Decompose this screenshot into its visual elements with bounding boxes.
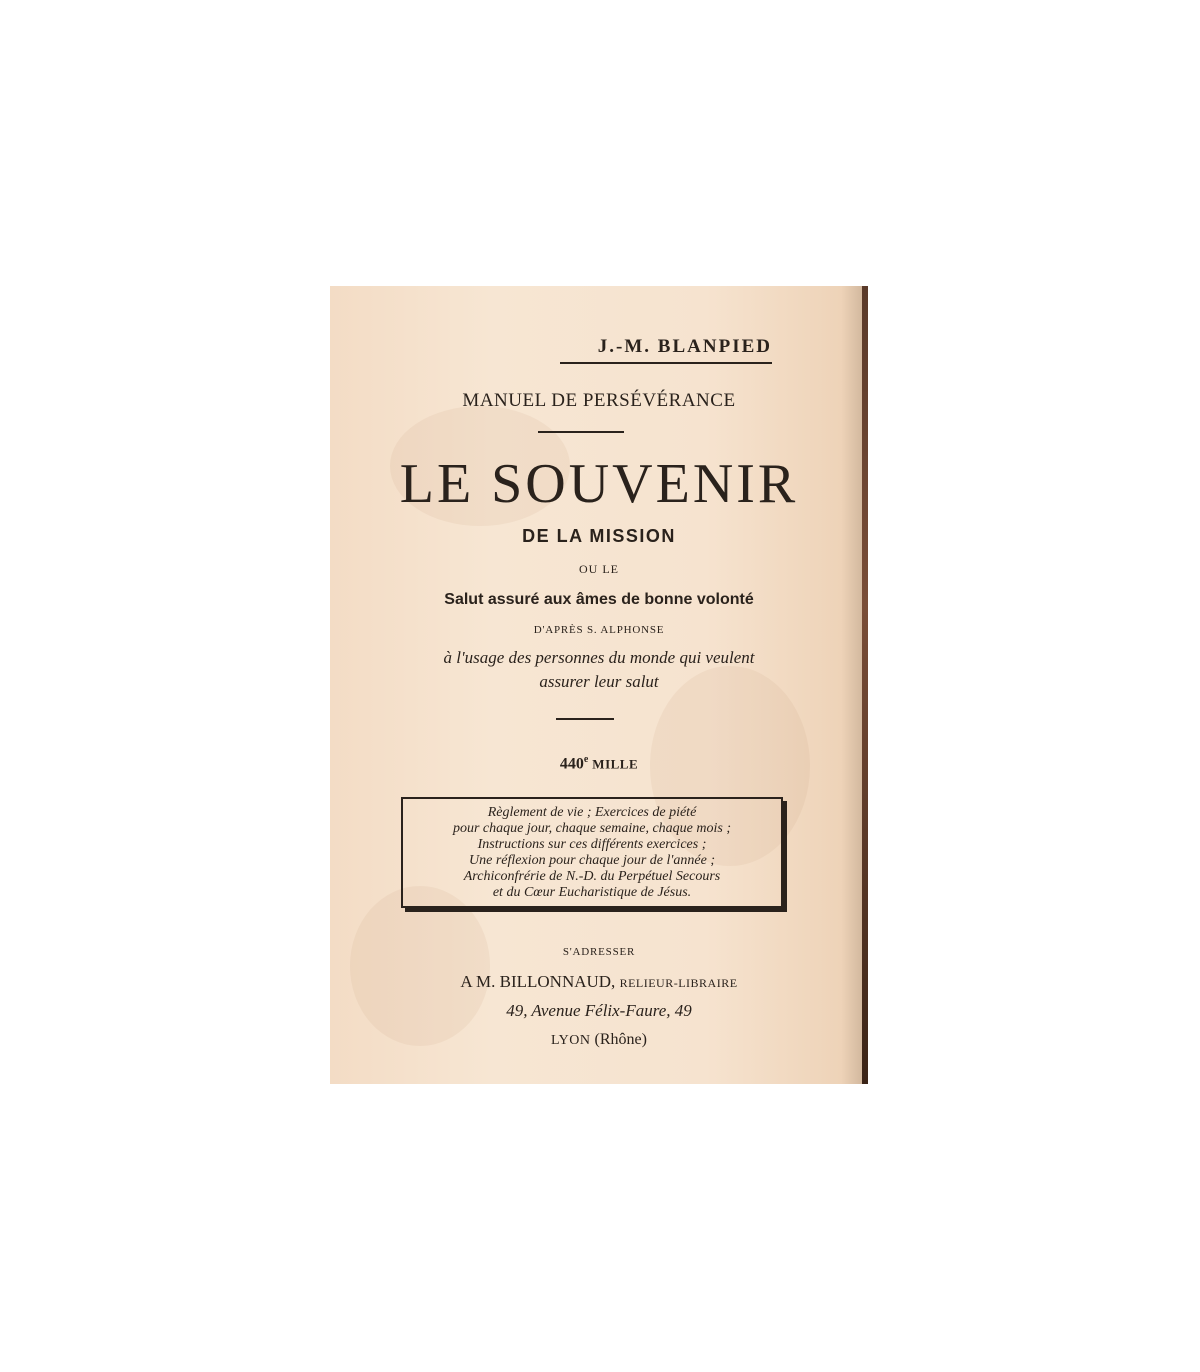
paper-stain <box>350 886 490 1046</box>
contents-line: Instructions sur ces différents exercices ; <box>477 837 707 852</box>
divider <box>538 431 624 433</box>
edition-statement <box>330 754 868 773</box>
audience-line-1: à l'usage des personnes du monde qui veulent <box>443 648 755 667</box>
audience-line-2: assurer leur salut <box>539 672 659 691</box>
contents-line: Archiconfrérie de N.-D. du Perpétuel Secours <box>463 869 721 884</box>
author-name: J.-M. BLANPIED <box>597 336 772 357</box>
contents-line: pour chaque jour, chaque semaine, chaque mois ; <box>452 821 731 836</box>
edition-superscript: e <box>583 754 589 765</box>
conjunction: OU LE <box>579 562 619 576</box>
series-title: MANUEL DE PERSÉVÉRANCE <box>462 390 736 411</box>
contact-label: S'ADRESSER <box>562 946 636 958</box>
publisher-address: 49, Avenue Félix-Faure, 49 <box>506 1001 692 1020</box>
author-underline <box>560 362 772 364</box>
subtitle: DE LA MISSION <box>522 526 676 546</box>
contents-line: Règlement de vie ; Exercices de piété <box>487 805 697 820</box>
publisher-location <box>330 1031 868 1049</box>
publisher-name: A M. BILLONNAUD, <box>460 972 616 991</box>
divider <box>556 718 614 720</box>
title-page <box>330 286 868 1084</box>
subtitle-secondary: Salut assuré aux âmes de bonne volonté <box>444 591 754 608</box>
publisher-role: RELIEUR-LIBRAIRE <box>619 976 738 990</box>
main-title: LE SOUVENIR <box>399 453 799 515</box>
contents-line: et du Cœur Eucharistique de Jésus. <box>492 885 692 900</box>
source-attribution: D'APRÈS S. ALPHONSE <box>533 624 665 636</box>
publisher-line <box>330 972 868 992</box>
publisher-city: LYON <box>551 1033 591 1048</box>
edition-number: 440 <box>559 755 584 773</box>
edition-label: MILLE <box>592 756 639 772</box>
publisher-region: (Rhône) <box>594 1031 647 1048</box>
contents-box <box>401 797 783 908</box>
contents-line: Une réflexion pour chaque jour de l'année ; <box>469 853 715 868</box>
author-block <box>560 336 772 366</box>
